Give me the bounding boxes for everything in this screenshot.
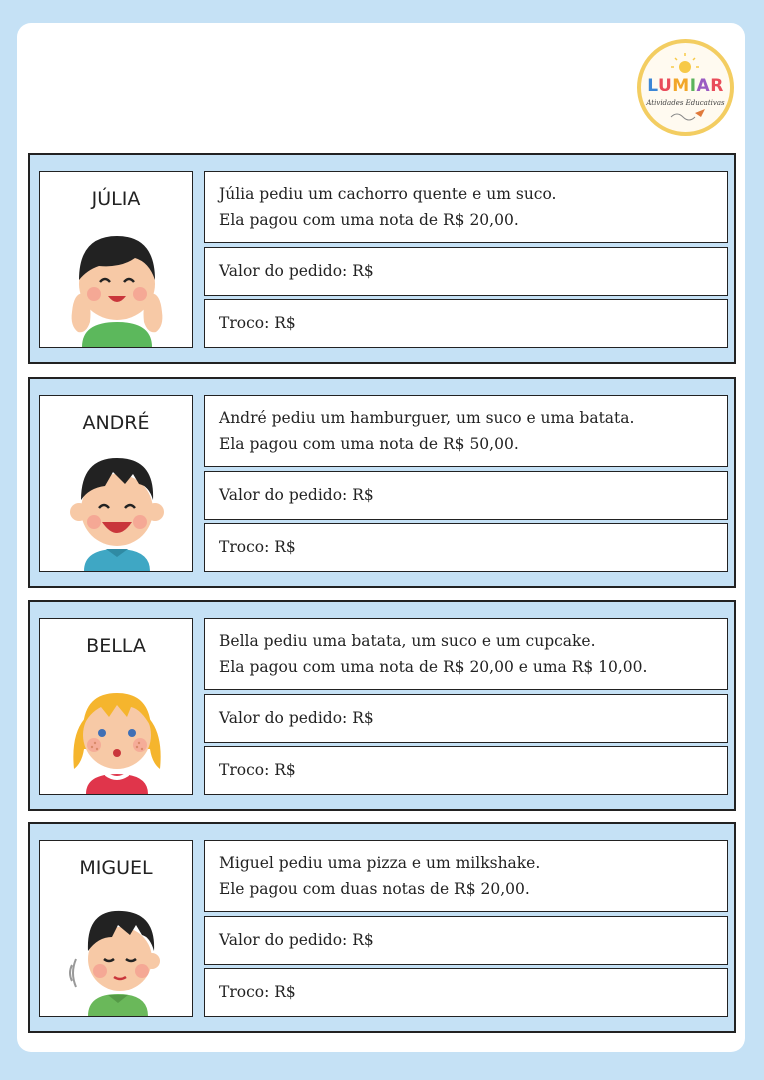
card-bella bbox=[28, 600, 736, 811]
order-description bbox=[204, 618, 728, 690]
order-line: Júlia pediu um cachorro quente e um suco. bbox=[219, 185, 557, 203]
payment-line: Ela pagou com uma nota de R$ 20,00 e uma R$ 10,00. bbox=[219, 658, 648, 676]
change-field[interactable]: Troco: R$ bbox=[204, 523, 728, 572]
lumiar-logo bbox=[637, 39, 734, 136]
change-field[interactable]: Troco: R$ bbox=[204, 299, 728, 348]
order-description bbox=[204, 840, 728, 912]
payment-line: Ela pagou com uma nota de R$ 50,00. bbox=[219, 435, 519, 453]
card-julia bbox=[28, 153, 736, 364]
kid-portrait bbox=[39, 171, 193, 348]
kid-portrait bbox=[39, 840, 193, 1017]
card-miguel bbox=[28, 822, 736, 1033]
kid-name: JÚLIA bbox=[91, 188, 141, 210]
girl-surprised-icon bbox=[62, 669, 172, 794]
kid-name: MIGUEL bbox=[79, 857, 153, 879]
order-line: Miguel pediu uma pizza e um milkshake. bbox=[219, 854, 541, 872]
order-value-field[interactable]: Valor do pedido: R$ bbox=[204, 694, 728, 743]
payment-line: Ele pagou com duas notas de R$ 20,00. bbox=[219, 880, 530, 898]
order-line: André pediu um hamburguer, um suco e uma batata. bbox=[219, 409, 635, 427]
boy-calm-icon bbox=[62, 891, 172, 1016]
order-value-field[interactable]: Valor do pedido: R$ bbox=[204, 247, 728, 296]
kid-name: ANDRÉ bbox=[82, 412, 150, 434]
change-field[interactable]: Troco: R$ bbox=[204, 968, 728, 1017]
logo-wordmark: LUMIAR bbox=[647, 76, 724, 96]
girl-smiling-icon bbox=[62, 222, 172, 347]
kid-portrait bbox=[39, 395, 193, 572]
kid-portrait bbox=[39, 618, 193, 795]
card-andre bbox=[28, 377, 736, 588]
order-line: Bella pediu uma batata, um suco e um cupcake. bbox=[219, 632, 596, 650]
order-value-field[interactable]: Valor do pedido: R$ bbox=[204, 916, 728, 965]
order-description bbox=[204, 171, 728, 243]
logo-tagline: Atividades Educativas bbox=[646, 99, 725, 107]
order-value-field[interactable]: Valor do pedido: R$ bbox=[204, 471, 728, 520]
kid-name: BELLA bbox=[86, 635, 146, 657]
boy-laughing-icon bbox=[62, 446, 172, 571]
order-description bbox=[204, 395, 728, 467]
payment-line: Ela pagou com uma nota de R$ 20,00. bbox=[219, 211, 519, 229]
change-field[interactable]: Troco: R$ bbox=[204, 746, 728, 795]
